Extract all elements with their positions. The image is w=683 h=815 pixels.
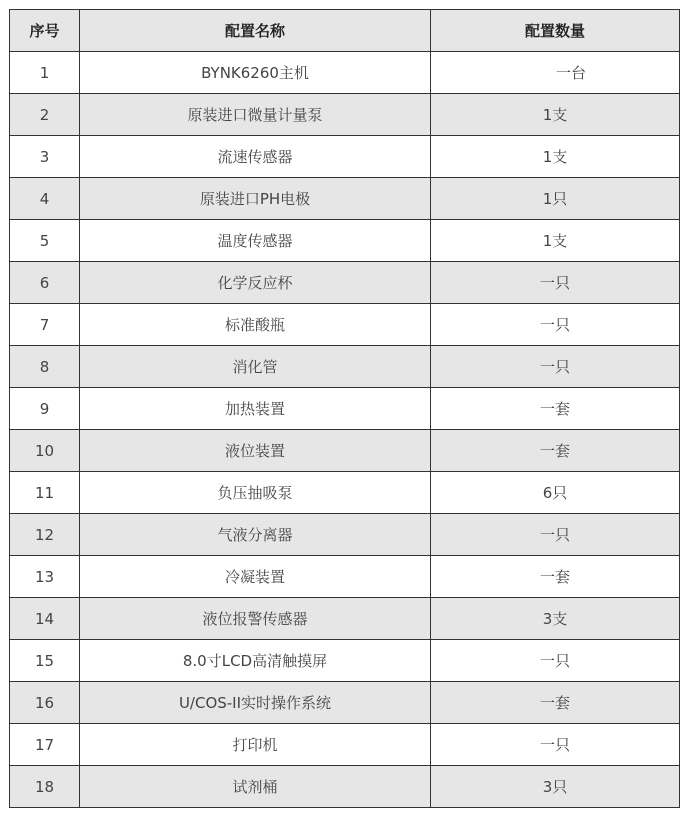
cell-qty: 一套: [431, 556, 680, 598]
cell-qty: 一只: [431, 724, 680, 766]
cell-no: 1: [10, 52, 80, 94]
cell-name: U/COS-II实时操作系统: [80, 682, 431, 724]
cell-qty: 一套: [431, 682, 680, 724]
cell-qty: 一只: [431, 514, 680, 556]
cell-no: 8: [10, 346, 80, 388]
cell-name: 气液分离器: [80, 514, 431, 556]
table-body: [10, 52, 680, 808]
table-row: [10, 472, 680, 514]
cell-name: 化学反应杯: [80, 262, 431, 304]
cell-name: 标准酸瓶: [80, 304, 431, 346]
table-row: [10, 94, 680, 136]
table-header: [10, 10, 680, 52]
cell-qty: 一只: [431, 640, 680, 682]
cell-name: 冷凝装置: [80, 556, 431, 598]
table-row: [10, 178, 680, 220]
cell-no: 18: [10, 766, 80, 808]
cell-no: 6: [10, 262, 80, 304]
cell-qty: 3支: [431, 598, 680, 640]
cell-no: 2: [10, 94, 80, 136]
cell-qty: 一台: [431, 52, 680, 94]
header-name: 配置名称: [80, 10, 431, 52]
cell-no: 11: [10, 472, 80, 514]
cell-name: 液位报警传感器: [80, 598, 431, 640]
table-row: [10, 724, 680, 766]
cell-qty: 1支: [431, 94, 680, 136]
cell-name: 加热装置: [80, 388, 431, 430]
table-row: [10, 388, 680, 430]
table-row: [10, 346, 680, 388]
table-row: [10, 52, 680, 94]
table-row: [10, 682, 680, 724]
cell-no: 17: [10, 724, 80, 766]
cell-qty: 一套: [431, 430, 680, 472]
header-row: [10, 10, 680, 52]
table-row: [10, 304, 680, 346]
cell-name: 试剂桶: [80, 766, 431, 808]
cell-no: 7: [10, 304, 80, 346]
cell-no: 5: [10, 220, 80, 262]
cell-no: 16: [10, 682, 80, 724]
table-row: [10, 598, 680, 640]
cell-qty: 一只: [431, 346, 680, 388]
cell-no: 10: [10, 430, 80, 472]
table-row: [10, 262, 680, 304]
table-row: [10, 220, 680, 262]
cell-name: 温度传感器: [80, 220, 431, 262]
cell-qty: 一只: [431, 304, 680, 346]
cell-no: 3: [10, 136, 80, 178]
header-no: 序号: [10, 10, 80, 52]
config-table-container: [9, 9, 679, 808]
cell-no: 13: [10, 556, 80, 598]
cell-name: 消化管: [80, 346, 431, 388]
cell-no: 9: [10, 388, 80, 430]
cell-qty: 一只: [431, 262, 680, 304]
cell-no: 15: [10, 640, 80, 682]
cell-qty: 一套: [431, 388, 680, 430]
cell-name: 原装进口PH电极: [80, 178, 431, 220]
cell-name: BYNK6260主机: [80, 52, 431, 94]
cell-no: 4: [10, 178, 80, 220]
cell-qty: 1支: [431, 220, 680, 262]
cell-qty: 6只: [431, 472, 680, 514]
cell-name: 液位装置: [80, 430, 431, 472]
table-row: [10, 640, 680, 682]
cell-qty: 1只: [431, 178, 680, 220]
table-row: [10, 556, 680, 598]
table-row: [10, 430, 680, 472]
cell-name: 打印机: [80, 724, 431, 766]
cell-name: 负压抽吸泵: [80, 472, 431, 514]
header-qty: 配置数量: [431, 10, 680, 52]
cell-name: 原装进口微量计量泵: [80, 94, 431, 136]
config-table: [9, 9, 680, 808]
cell-name: 8.0寸LCD高清触摸屏: [80, 640, 431, 682]
cell-no: 12: [10, 514, 80, 556]
cell-qty: 3只: [431, 766, 680, 808]
cell-qty: 1支: [431, 136, 680, 178]
table-row: [10, 136, 680, 178]
cell-name: 流速传感器: [80, 136, 431, 178]
table-row: [10, 766, 680, 808]
table-row: [10, 514, 680, 556]
cell-no: 14: [10, 598, 80, 640]
